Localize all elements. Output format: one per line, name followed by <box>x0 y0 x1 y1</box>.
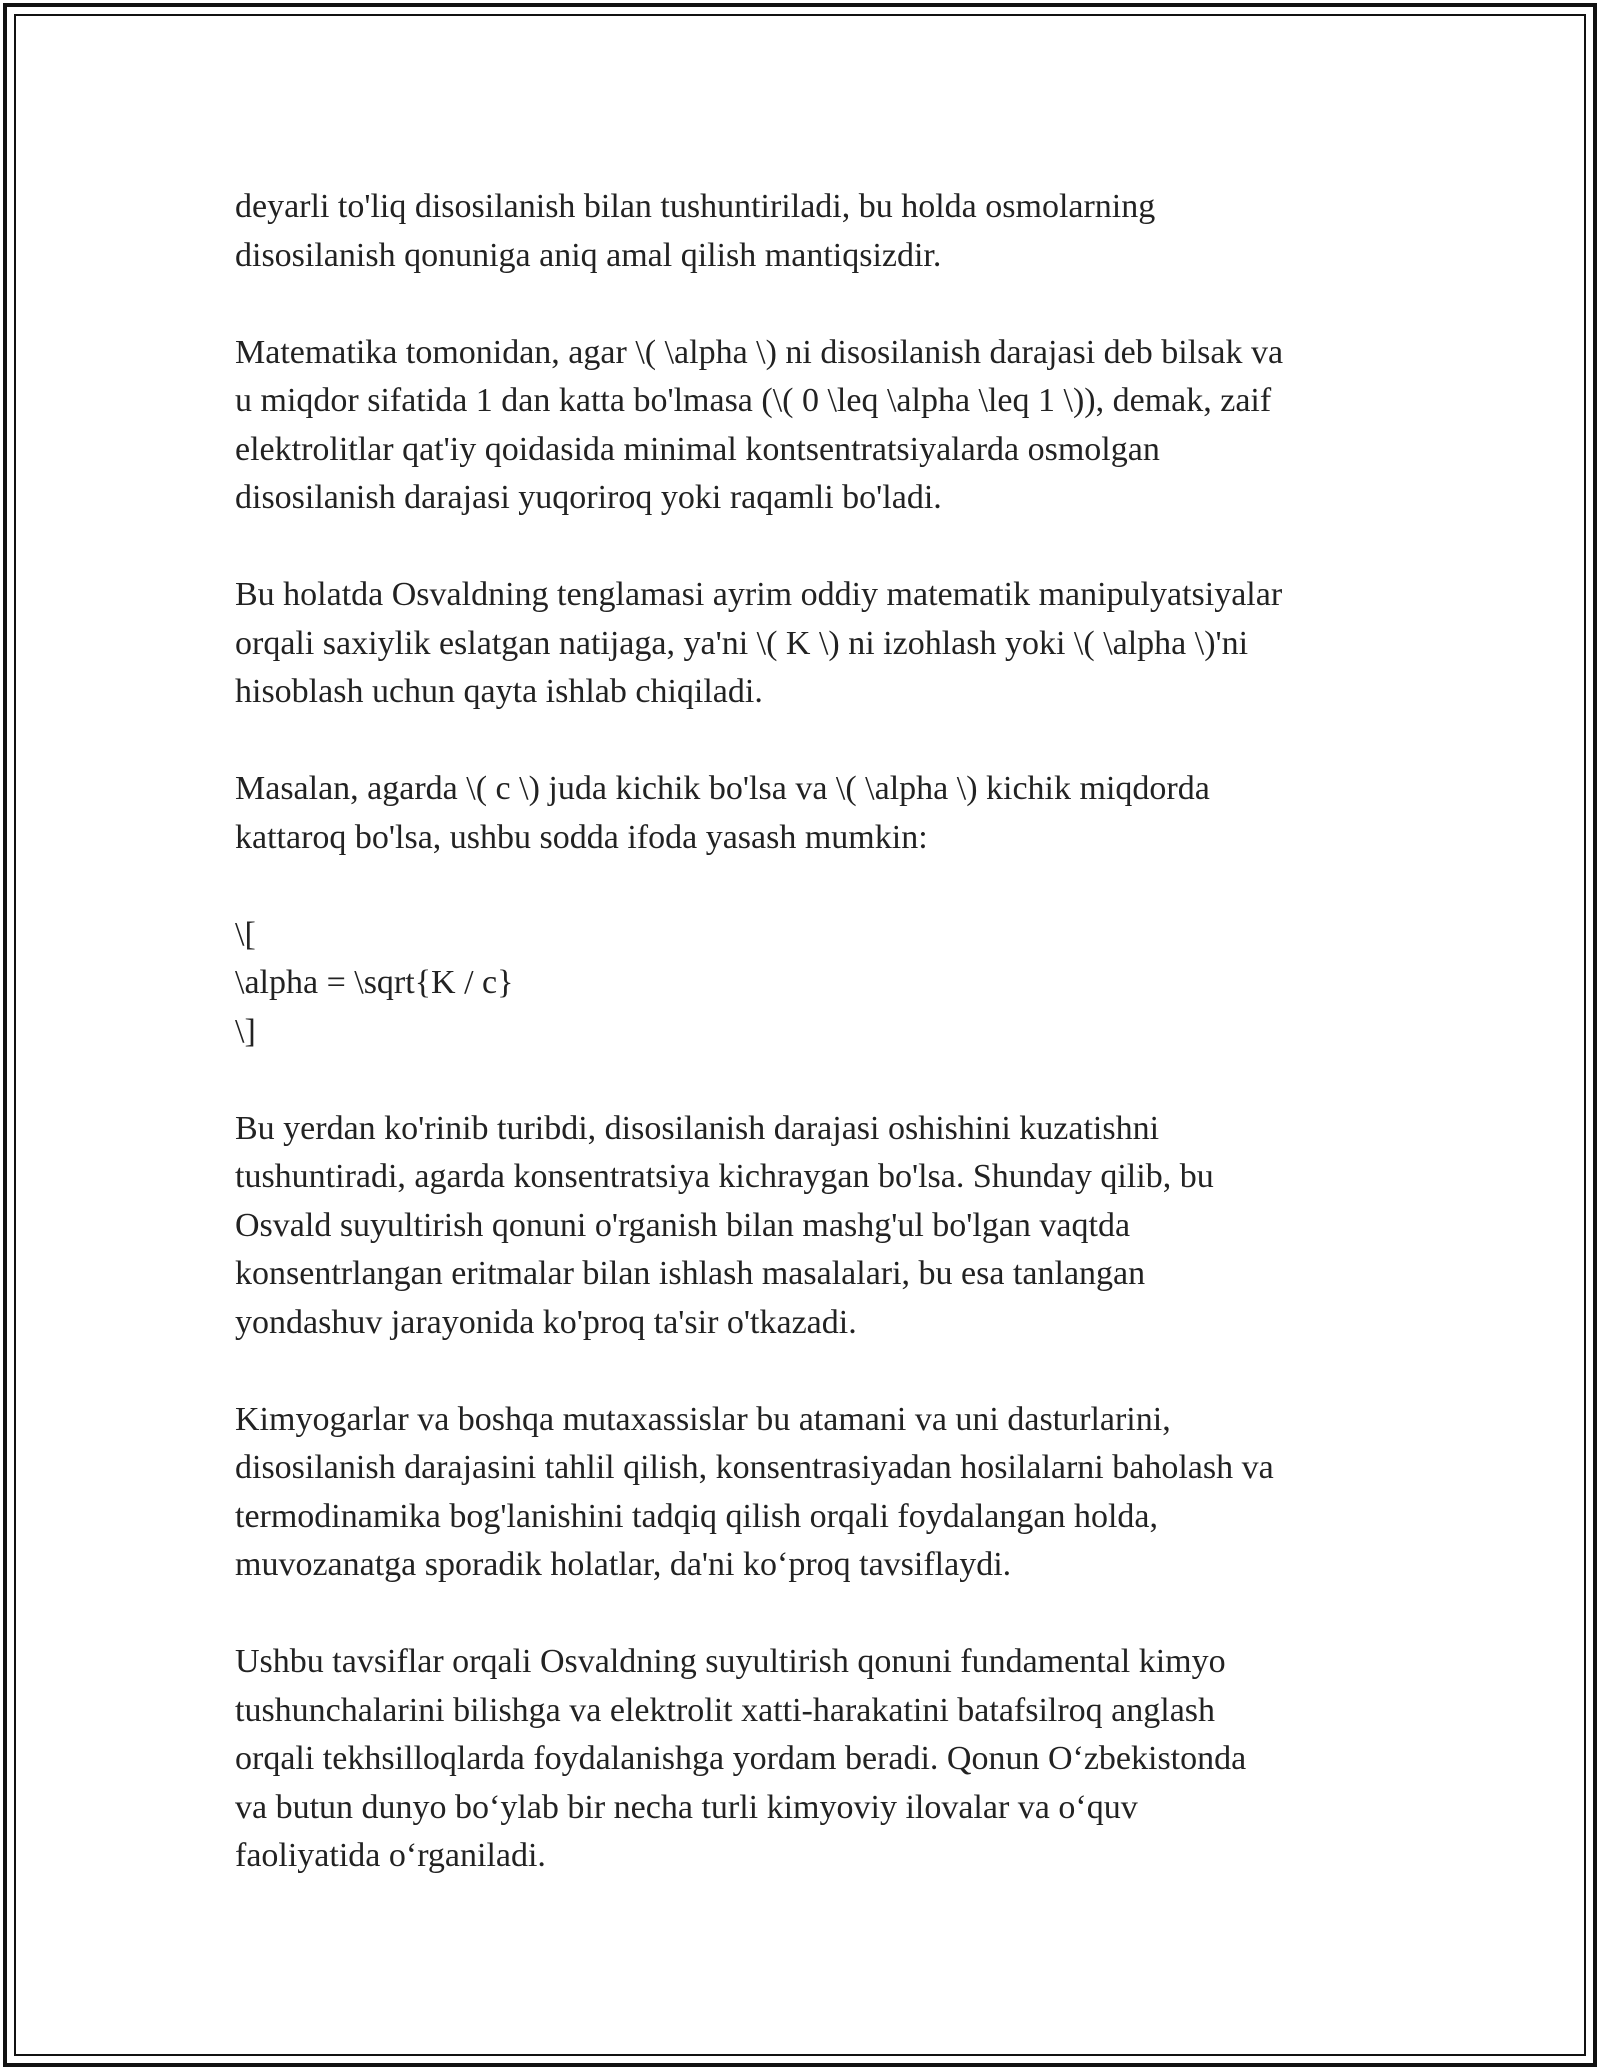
paragraph-example: Masalan, agarda \( c \) juda kichik bo'lsa va \( \alpha \) kichik miqdorda kattaroq bo'lsa, ushbu sodda ifoda yasash mumkin: <box>235 770 1210 856</box>
paragraph-conclusion: Ushbu tavsiflar orqali Osvaldning suyultirish qonuni fundamental kimyo tushunchalarini bilishga va elektrolit xatti-harakatini batafsilroq anglash orqali tekhsilloqlarda foydalanishga yordam beradi. Qonun O‘zbekistonda va butun dunyo bo‘ylab bir necha turli kimyoviy ilovalar va o‘quv faoliyatida o‘rganiladi. <box>235 1643 1247 1874</box>
paragraph-observation: Bu yerdan ko'rinib turibdi, disosilanish darajasi oshishini kuzatishni tushuntiradi, agarda konsentratsiya kichraygan bo'lsa. Shunday qilib, bu Osvald suyultirish qonuni o'rganish bilan mashg'ul bo'lgan vaqtda konsentrlangan eritmalar bilan ishlash masalalari, bu esa tanlangan yondashuv jarayonida ko'proq ta'sir o'tkazadi. <box>235 1109 1214 1341</box>
paragraph-applications: Kimyogarlar va boshqa mutaxassislar bu atamani va uni dasturlarini, disosilanish darajasini tahlil qilish, konsentrasiyadan hosilalarni baholash va termodinamika bog'lanishini tadqiq qilish orqali foydalangan holda, muvozanatga sporadik holatlar, da'ni ko‘proq tavsiflaydi. <box>235 1400 1274 1583</box>
document-body <box>235 183 1385 1881</box>
paragraph-ostwald-equation: Bu holatda Osvaldning tenglamasi ayrim oddiy matematik manipulyatsiyalar orqali saxiylik eslatgan natijaga, ya'ni \( K \) ni izohlash yoki \( \alpha \)'ni hisoblash uchun qayta ishlab chiqiladi. <box>235 576 1283 710</box>
paragraph-alpha-range: Matematika tomonidan, agar \( \alpha \) ni disosilanish darajasi deb bilsak va u miqdor sifatida 1 dan katta bo'lmasa (\( 0 \leq \alpha \leq 1 \)), demak, zaif elektrolitlar qat'iy qoidasida minimal kontsentratsiyalarda osmolgan disosilanish darajasi yuqoriroq yoki raqamli bo'ladi. <box>235 333 1284 516</box>
formula-block: \[ \alpha = \sqrt{K / c} \] <box>235 915 514 1050</box>
paragraph-dissociation-intro: deyarli to'liq disosilanish bilan tushuntiriladi, bu holda osmolarning disosilanish qonuniga aniq amal qilish mantiqsizdir. <box>235 188 1156 274</box>
